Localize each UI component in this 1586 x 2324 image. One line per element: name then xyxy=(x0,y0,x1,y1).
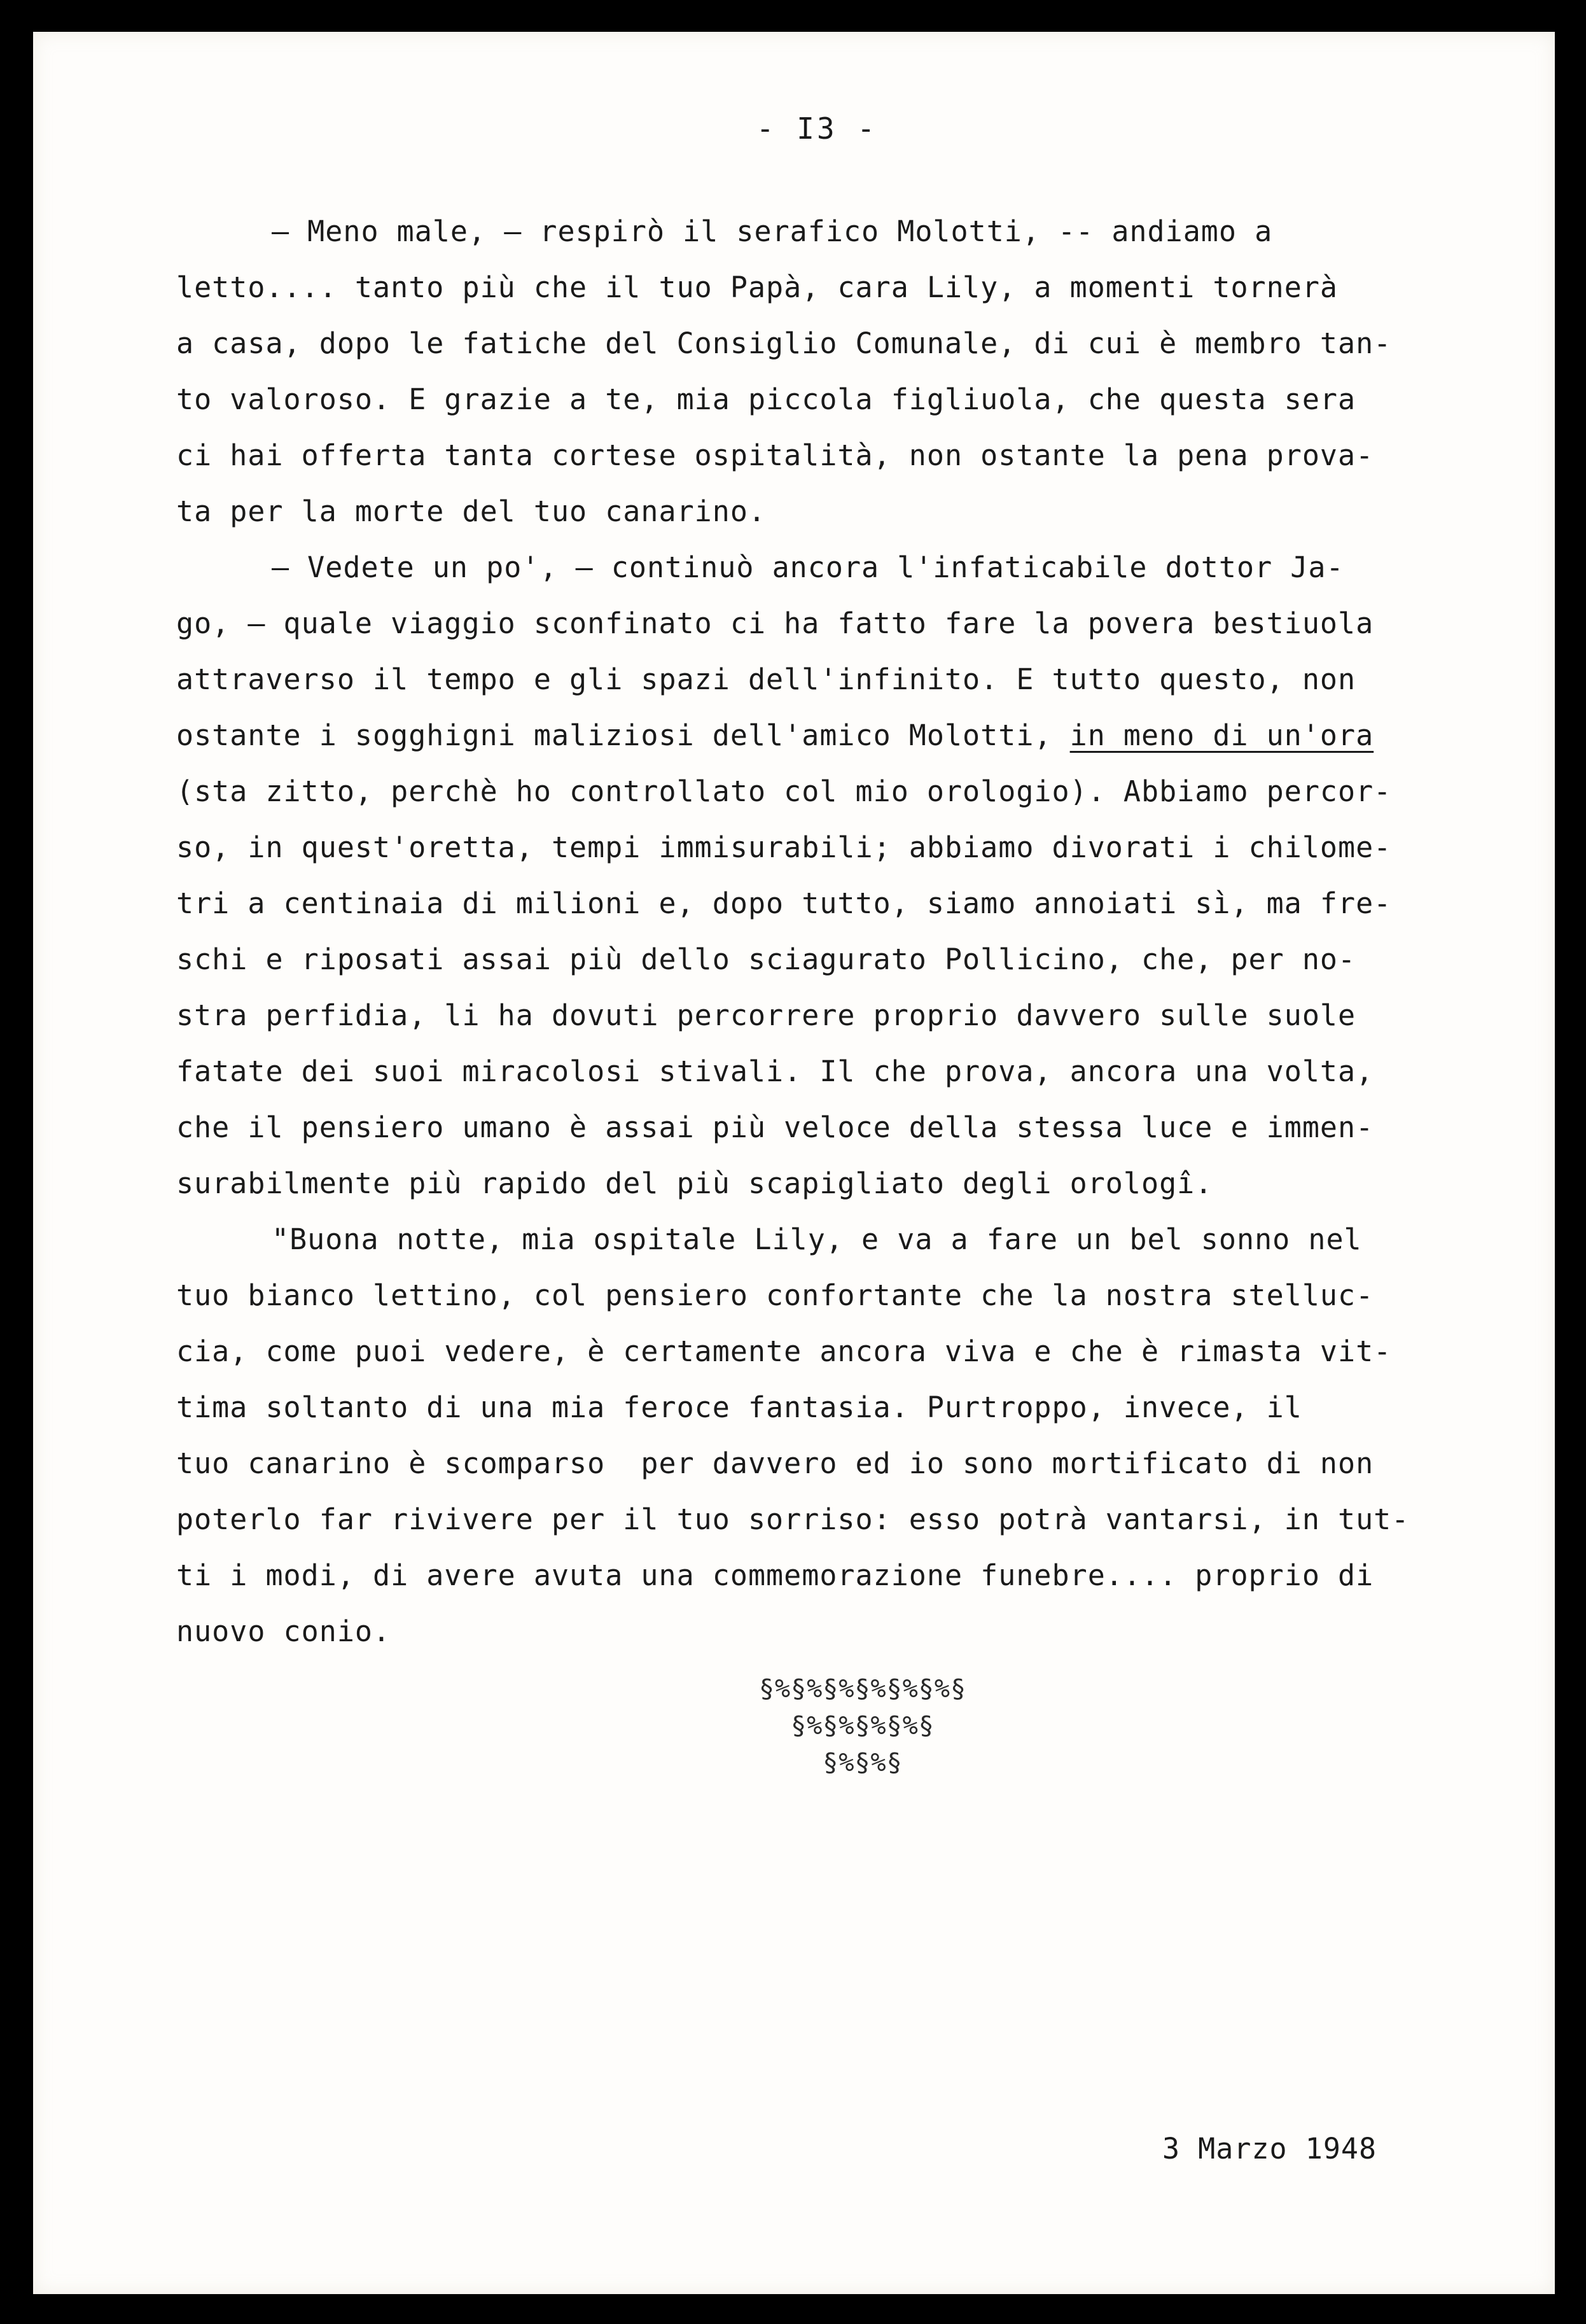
separator-line: §%§%§%§%§ xyxy=(791,1711,935,1740)
text-line: tuo bianco lettino, col pensiero confortante che la nostra stelluc- xyxy=(176,1278,1374,1312)
text-line: attraverso il tempo e gli spazi dell'infinito. E tutto questo, non xyxy=(176,662,1356,696)
text-line: letto.... tanto più che il tuo Papà, cara Lily, a momenti tornerà xyxy=(176,270,1338,304)
text-line: so, in quest'oretta, tempi immisurabili; abbiamo divorati i chilome- xyxy=(176,830,1392,864)
document-body xyxy=(176,204,1550,1660)
text-line: — Vedete un po', — continuò ancora l'infaticabile dottor Ja- xyxy=(272,550,1344,584)
separator-line: §%§%§%§%§%§%§ xyxy=(758,1674,967,1704)
text-line: schi e riposati assai più dello sciagurato Pollicino, che, per no- xyxy=(176,942,1356,976)
paragraph-3 xyxy=(176,1212,1550,1660)
text-line: fatate dei suoi miracolosi stivali. Il che prova, ancora una volta, xyxy=(176,1054,1374,1088)
underlined-phrase: in meno di un'ora xyxy=(1069,718,1374,752)
separator-line: §%§%§ xyxy=(823,1748,903,1777)
text-line: stra perfidia, li ha dovuti percorrere proprio davvero sulle suole xyxy=(176,998,1356,1032)
text-line: "Buona notte, mia ospitale Lily, e va a fare un bel sonno nel xyxy=(272,1222,1362,1256)
text-line: ta per la morte del tuo canarino. xyxy=(176,494,767,528)
text-line: ti i modi, di avere avuta una commemorazione funebre.... proprio di xyxy=(176,1558,1374,1592)
paragraph-2 xyxy=(176,540,1550,1212)
text-line: (sta zitto, perchè ho controllato col mio orologio). Abbiamo percor- xyxy=(176,774,1392,808)
text-line: a casa, dopo le fatiche del Consiglio Comunale, di cui è membro tan- xyxy=(176,326,1392,360)
text-line: to valoroso. E grazie a te, mia piccola figliuola, che questa sera xyxy=(176,382,1356,416)
document-page xyxy=(33,32,1555,2294)
text-line xyxy=(176,708,1550,764)
text-line: tima soltanto di una mia feroce fantasia. Purtroppo, invece, il xyxy=(176,1390,1302,1424)
document-date: 3 Marzo 1948 xyxy=(1162,2132,1377,2166)
text-line: ci hai offerta tanta cortese ospitalità, non ostante la pena prova- xyxy=(176,438,1374,472)
paragraph-1 xyxy=(176,204,1550,540)
text-line: tuo canarino è scomparso per davvero ed io sono mortificato di non xyxy=(176,1446,1374,1480)
text-line: tri a centinaia di milioni e, dopo tutto, siamo annoiati sì, ma fre- xyxy=(176,886,1392,920)
text-line: — Meno male, — respirò il serafico Molotti, -- andiamo a xyxy=(272,214,1273,248)
text-line: nuovo conio. xyxy=(176,1614,391,1648)
text-line: go, — quale viaggio sconfinato ci ha fatto fare la povera bestiuola xyxy=(176,606,1374,640)
section-separator xyxy=(102,1670,1555,1781)
text-line: che il pensiero umano è assai più veloce della stessa luce e immen- xyxy=(176,1110,1374,1144)
text-line: cia, come puoi vedere, è certamente ancora viva e che è rimasta vit- xyxy=(176,1334,1392,1368)
page-number: - I3 - xyxy=(756,111,878,146)
text-segment: ostante i sogghigni maliziosi dell'amico Molotti, xyxy=(176,718,1070,752)
text-line: surabilmente più rapido del più scapigliato degli orologî. xyxy=(176,1166,1213,1200)
text-line: poterlo far rivivere per il tuo sorriso: esso potrà vantarsi, in tut- xyxy=(176,1502,1410,1536)
